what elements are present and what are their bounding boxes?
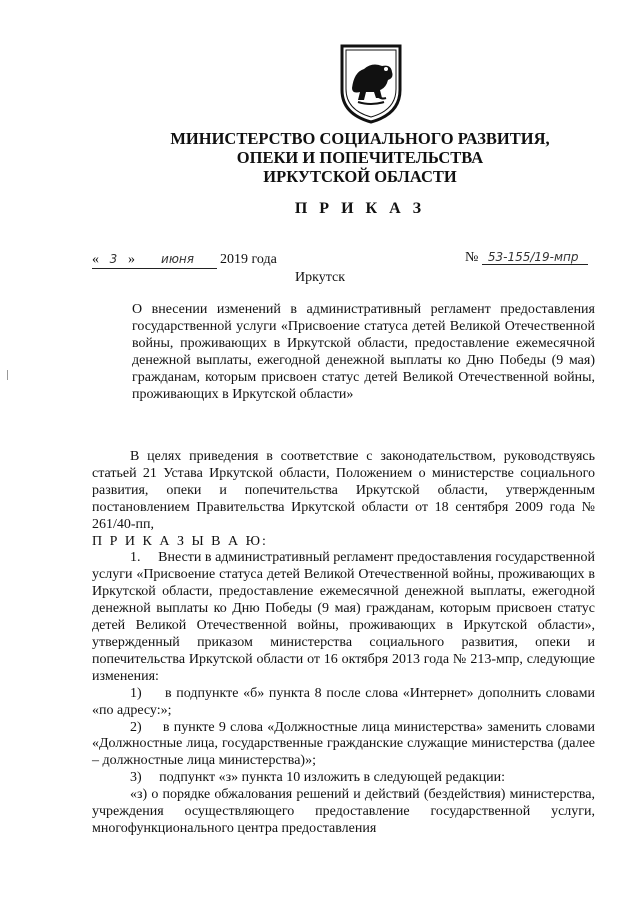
date-day: 3 bbox=[109, 252, 118, 266]
ministry-line-1: МИНИСТЕРСТВО СОЦИАЛЬНОГО РАЗВИТИЯ, bbox=[170, 129, 550, 148]
page-edge-mark bbox=[7, 0, 8, 905]
order-subject: О внесении изменений в административный регламент предоставления государственной услуги «Присвоение статуса детей Великой Отечественной войны, проживающих в Иркутской области, предоставление ежемесячной денежной выплаты, ежегодной денежной выплаты ко Дню Победы (9 мая) гражданам, которым присвоен статус детей Великой Отечественной войны, проживающих в Иркутской области» bbox=[132, 302, 595, 402]
ministry-line-2: ОПЕКИ И ПОПЕЧИТЕЛЬСТВА bbox=[236, 148, 484, 167]
date-month: июня bbox=[161, 252, 194, 266]
date-close-quote: » bbox=[128, 252, 135, 267]
quote-paragraph: «з) о порядке обжалования решений и действий (бездействия) министерства, учреждения осуществляющего предоставление государственной услуги, многофункционального центра предоставления bbox=[92, 787, 595, 836]
subitem-1-paragraph: 1) в подпункте «б» пункта 8 после слова «Интернет» дополнить словами «по адресу:»; bbox=[92, 685, 595, 718]
ministry-line-3: ИРКУТСКОЙ ОБЛАСТИ bbox=[263, 167, 457, 186]
coat-of-arms-emblem bbox=[336, 42, 406, 124]
city-name: Иркутск bbox=[294, 270, 346, 285]
order-body bbox=[92, 449, 595, 838]
preamble-paragraph: В целях приведения в соответствие с законодательством, руководствуясь статьей 21 Устава Иркутской области, Положением о министерстве социального развития, опеки и попечительства Иркутской области, утвержденным постановлением Правительства Иркутской области от 18 сентября 2009 года № 261/40-пп, bbox=[92, 449, 595, 532]
date-year: 2019 года bbox=[220, 252, 277, 267]
ministry-name bbox=[150, 129, 570, 186]
order-word: П Р И К А З Ы В А Ю: bbox=[92, 533, 268, 549]
order-date bbox=[92, 252, 277, 269]
order-number bbox=[465, 250, 588, 266]
date-open-quote: « bbox=[92, 252, 99, 267]
document-type-title: П Р И К А З bbox=[294, 200, 426, 217]
subitem-2-paragraph: 2) в пункте 9 слова «Должностные лица министерства» заменить словами «Должностные лица, государственные гражданские служащие министерства (далее – должностные лица министерства)»; bbox=[92, 719, 595, 769]
subitem-3-paragraph: 3) подпункт «з» пункта 10 изложить в следующей редакции: bbox=[130, 770, 505, 786]
number-value: 53-155/19-мпр bbox=[482, 250, 588, 265]
number-label: № bbox=[465, 250, 479, 265]
item-1-paragraph: 1. Внести в административный регламент предоставления государственной услуги «Присвоение статуса детей Великой Отечественной войны, проживающих в Иркутской области, предоставление ежемесячной денежной выплаты, ежегодной денежной выплаты ко Дню Победы (9 мая) гражданам, которым присвоен статус детей Великой Отечественной войны, проживающих в Иркутской области», утвержденный приказом министерства социального развития, опеки и попечительства Иркутской области от 16 октября 2013 года № 213-мпр, следующие изменения: bbox=[92, 550, 595, 684]
